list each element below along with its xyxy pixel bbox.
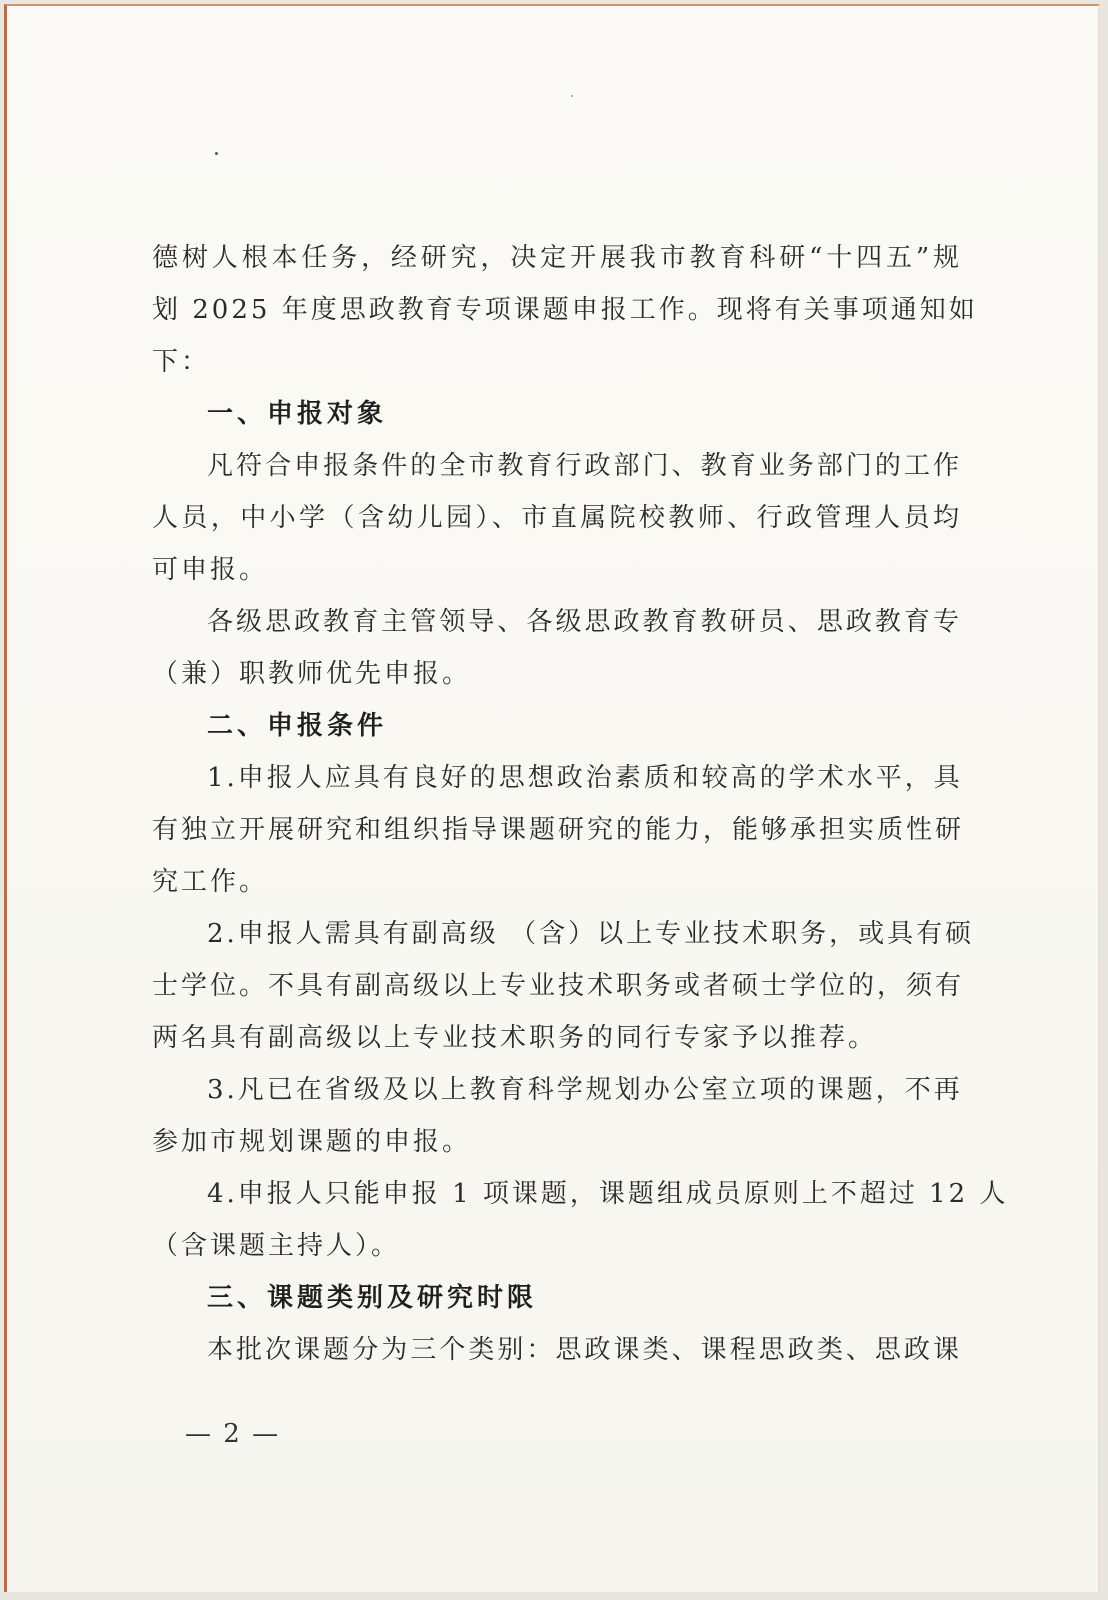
page-number: — 2 — bbox=[185, 1419, 281, 1449]
paragraph-line: 有独立开展研究和组织指导课题研究的能力，能够承担实质性研 bbox=[152, 815, 965, 845]
paragraph-line: 德树人根本任务，经研究，决定开展我市教育科研“十四五”规 bbox=[152, 243, 962, 273]
section-heading-3: 三、课题类别及研究时限 bbox=[207, 1283, 538, 1313]
paragraph-line: 人员，中小学（含幼儿园）、市直属院校教师、行政管理人员均 bbox=[152, 503, 962, 533]
paragraph-line: 划 2025 年度思政教育专项课题申报工作。现将有关事项通知如 bbox=[152, 295, 978, 325]
paragraph-line: 2.申报人需具有副高级 （含）以上专业技术职务，或具有硕 bbox=[207, 919, 975, 949]
paragraph-line: 参加市规划课题的申报。 bbox=[152, 1127, 472, 1157]
paragraph-line: 本批次课题分为三个类别：思政课类、课程思政类、思政课 bbox=[207, 1335, 962, 1365]
scan-speck bbox=[215, 152, 218, 155]
paragraph-line: 3.凡已在省级及以上教育科学规划办公室立项的课题，不再 bbox=[207, 1075, 963, 1105]
paragraph-line: 下： bbox=[152, 347, 211, 377]
section-heading-1: 一、申报对象 bbox=[207, 399, 388, 429]
paragraph-line: 士学位。不具有副高级以上专业技术职务或者硕士学位的，须有 bbox=[152, 971, 965, 1001]
paragraph-line: （含课题主持人）。 bbox=[152, 1231, 401, 1261]
section-heading-2: 二、申报条件 bbox=[207, 711, 388, 741]
paragraph-line: （兼）职教师优先申报。 bbox=[152, 659, 472, 689]
document-page bbox=[4, 4, 1100, 1592]
paragraph-line: 各级思政教育主管领导、各级思政教育教研员、思政教育专 bbox=[207, 607, 962, 637]
paragraph-line: 4.申报人只能申报 1 项课题，课题组成员原则上不超过 12 人 bbox=[207, 1179, 1009, 1209]
paragraph-line: 究工作。 bbox=[152, 867, 269, 897]
paragraph-line: 两名具有副高级以上专业技术职务的同行专家予以推荐。 bbox=[152, 1023, 878, 1053]
scan-speck bbox=[571, 95, 573, 97]
paragraph-line: 1.申报人应具有良好的思想政治素质和较高的学术水平，具 bbox=[207, 763, 963, 793]
paragraph-line: 可申报。 bbox=[152, 555, 269, 585]
paragraph-line: 凡符合申报条件的全市教育行政部门、教育业务部门的工作 bbox=[207, 451, 962, 481]
